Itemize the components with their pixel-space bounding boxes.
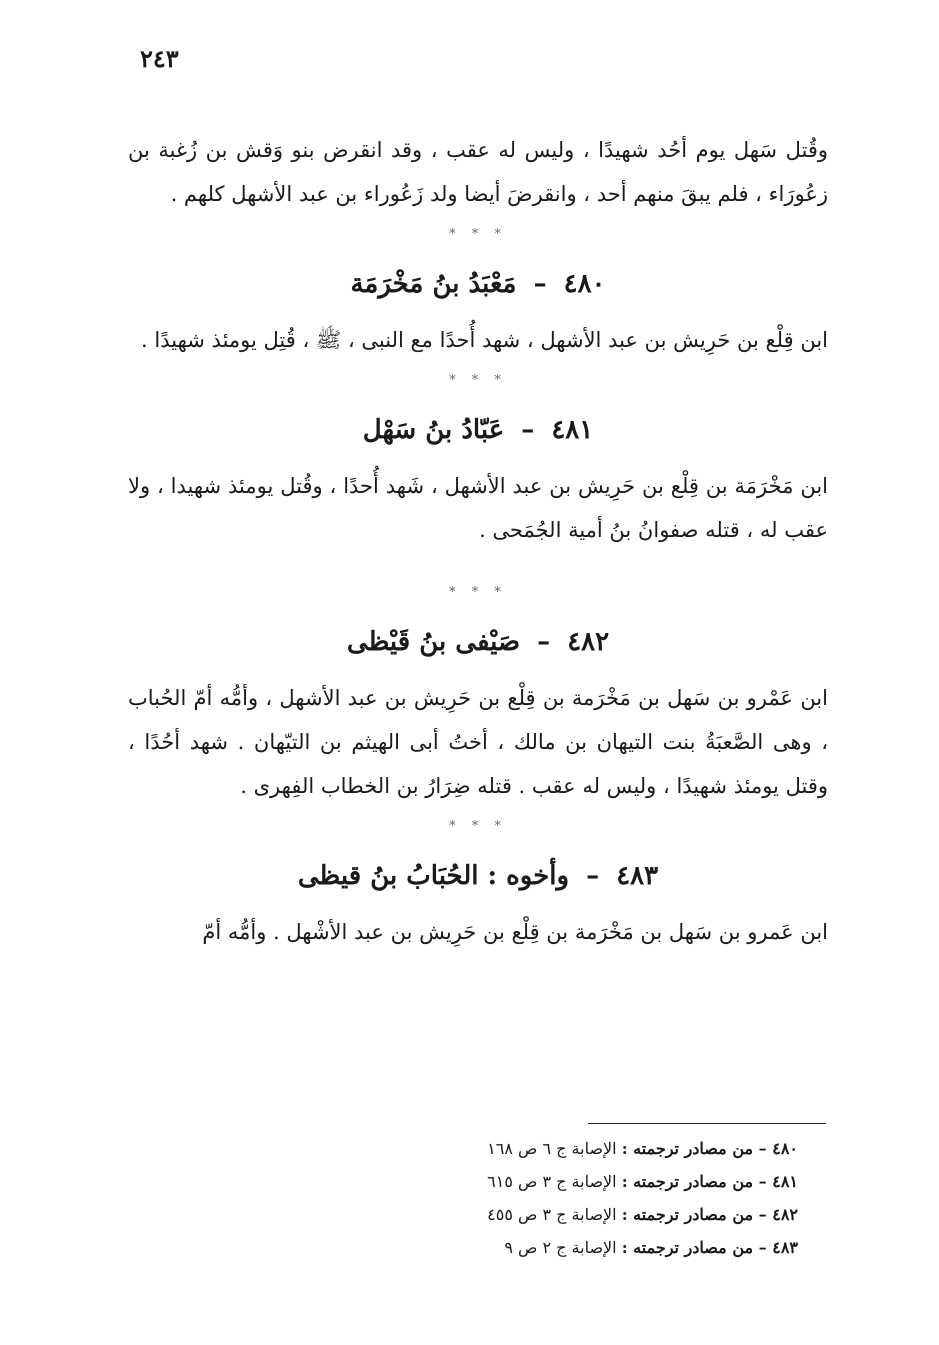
footnote-lead: ٤٨٣ – من مصادر ترجمته : bbox=[621, 1238, 798, 1257]
entry-480-heading bbox=[128, 264, 828, 304]
entry-481-heading bbox=[128, 410, 828, 450]
entry-483-text: ابن عَمرو بن سَهل بن مَخْرَمة بن قِلْع بن حَرِيش بن عبد الأشْهل . وأمُّه أمّ bbox=[202, 920, 828, 944]
entry-480-text: ابن قِلْع بن حَرِيش بن عبد الأشهل ، شهد أُحدًا مع النبى ، ﷺ ، قُتِل يومئذ شهيدًا . bbox=[141, 328, 828, 352]
footnote-lead: ٤٨١ – من مصادر ترجمته : bbox=[621, 1172, 798, 1191]
intro-paragraph: وقُتل سَهل يوم أحُد شهيدًا ، وليس له عقب ، وقد انقرض بنو وَقش بن زُغبة بن زعُورَاء ، فلم يبقَ منهم أحد ، وانقرضَ أيضا ولد زَعُوراء بن عبد الأشهل كلهم . bbox=[128, 138, 828, 206]
entry-481-name: عَبّادُ بنُ سَهْل bbox=[362, 415, 505, 445]
footnote-ref: الإصابة ج ٦ ص ١٦٨ bbox=[487, 1139, 622, 1158]
footnote-480 bbox=[390, 1132, 826, 1165]
section-separator: * * * bbox=[449, 819, 507, 834]
footnote-ref: الإصابة ج ٣ ص ٤٥٥ bbox=[487, 1205, 622, 1224]
page-number: ٢٤٣ bbox=[140, 44, 179, 73]
entry-482-name: صَيْفى بنُ قَيْظى bbox=[346, 627, 521, 657]
footnote-482 bbox=[390, 1198, 826, 1231]
entry-482-dash: – bbox=[537, 627, 551, 657]
footnote-lead: ٤٨٢ – من مصادر ترجمته : bbox=[621, 1205, 798, 1224]
entry-483-heading bbox=[128, 856, 828, 896]
section-separator: * * * bbox=[449, 585, 507, 600]
page-body bbox=[128, 128, 828, 954]
entry-481-number: ٤٨١ bbox=[551, 415, 594, 445]
section-separator: * * * bbox=[449, 227, 507, 242]
section-separator: * * * bbox=[449, 373, 507, 388]
footnote-rule bbox=[588, 1123, 826, 1124]
entry-480-number: ٤٨٠ bbox=[563, 269, 606, 299]
entry-482-text: ابن عَمْرو بن سَهل بن مَخْرَمة بن قِلْع بن حَرِيش بن عبد الأشهل ، وأمُّه أمّ الحُباب ، وهى الصَّعبَةُ بنت التيهان بن مالك ، أختُ أبى الهيثم بن التيّهان . شهد أحُدًا ، وقتل يومئذ شهيدًا ، وليس له عقب . قتله ضِرَارُ بن الخطاب الفِهرى . bbox=[128, 686, 828, 798]
entry-480-name: مَعْبَدُ بنُ مَخْرَمَة bbox=[350, 269, 517, 299]
entry-481-dash: – bbox=[521, 415, 535, 445]
footnotes bbox=[390, 1123, 826, 1264]
entry-483-dash: – bbox=[586, 861, 600, 891]
entry-482-heading bbox=[128, 622, 828, 662]
footnote-ref: الإصابة ج ٣ ص ٦١٥ bbox=[487, 1172, 622, 1191]
entry-480-dash: – bbox=[533, 269, 547, 299]
footnote-481 bbox=[390, 1165, 826, 1198]
footnote-lead: ٤٨٠ – من مصادر ترجمته : bbox=[621, 1139, 798, 1158]
entry-481-text: ابن مَخْرَمَة بن قِلْع بن حَرِيش بن عبد الأشهل ، شَهد أُحدًا ، وقُتل يومئذ شهيدا ، ولا عقب له ، قتله صفوانُ بنُ أمية الجُمَحى . bbox=[128, 474, 828, 542]
footnote-ref: الإصابة ج ٢ ص ٩ bbox=[504, 1238, 622, 1257]
entry-482-number: ٤٨٢ bbox=[567, 627, 610, 657]
entry-483-number: ٤٨٣ bbox=[616, 861, 659, 891]
footnote-483 bbox=[390, 1231, 826, 1264]
entry-483-name: وأخوه : الحُبَابُ بنُ قيظى bbox=[297, 861, 570, 891]
